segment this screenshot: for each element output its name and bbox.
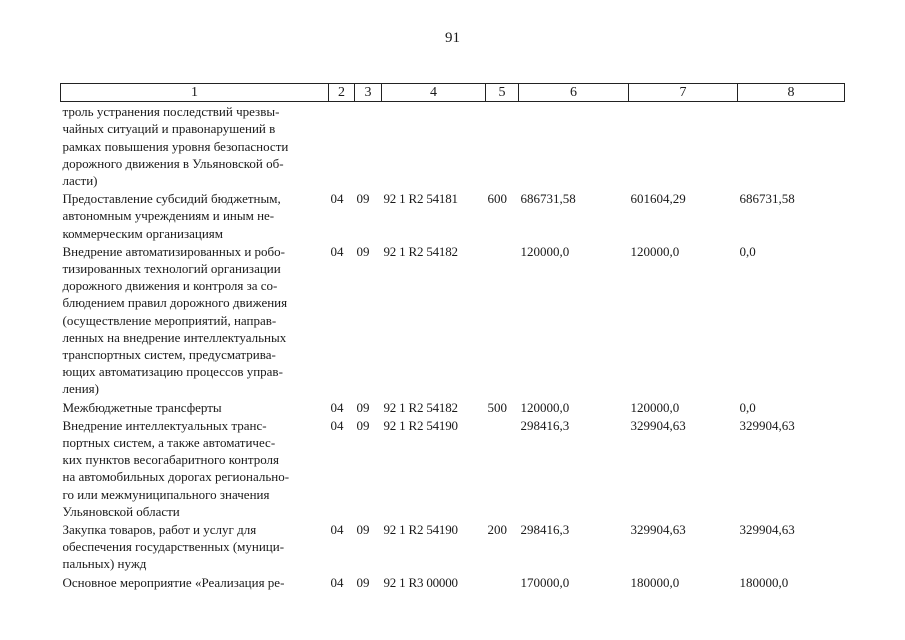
description-line: чайных ситуаций и правонарушений в [62,121,276,137]
column-header-1: 1 [61,84,329,102]
column-header-5: 5 [486,84,519,102]
description-line: автономным учреждениям и иным не- [62,208,275,224]
amount-col-6: 298416,3 [520,522,570,538]
section-code: 04 [330,399,344,415]
target-article-code: 92 1 R2 54182 [383,243,458,259]
table-row [61,520,845,573]
description-line: пальных) нужд [62,556,147,572]
subsection-code: 09 [356,522,370,538]
target-article-code: 92 1 R3 00000 [383,574,458,590]
section-code: 04 [330,191,344,207]
expense-type-code: 200 [487,522,507,538]
section-code: 04 [330,417,344,433]
column-header-7: 7 [629,84,738,102]
target-article-code [382,102,486,190]
row-description [61,520,329,573]
table-row [61,102,845,190]
description-line: дорожного движения в Ульяновской об- [62,155,284,171]
row-description [61,416,329,520]
subsection-code: 09 [356,243,370,259]
section-code [329,102,355,190]
description-line: Внедрение автоматизированных и робо- [62,243,285,259]
amount-col-6: 298416,3 [520,417,570,433]
expense-type-code [486,573,519,591]
description-line: рамках повышения уровня безопасности [62,138,289,154]
expense-type-code [486,102,519,190]
target-article-code: 92 1 R2 54190 [383,522,458,538]
amount-col-8: 329904,63 [739,522,795,538]
target-article-code: 92 1 R2 54190 [383,417,458,433]
section-code: 04 [330,574,344,590]
column-header-3: 3 [355,84,382,102]
description-line: ких пунктов весогабаритного контроля [62,452,279,468]
amount-col-6: 686731,58 [520,191,576,207]
page-number: 91 [445,30,460,46]
amount-col-7: 329904,63 [630,417,686,433]
target-article-code: 92 1 R2 54182 [383,399,458,415]
description-line: ласти) [62,173,98,189]
row-description [61,242,329,398]
table-row [61,398,845,416]
description-line: троль устранения последствий чрезвы- [62,104,280,120]
description-line: ления) [62,381,99,397]
description-line: Основное мероприятие «Реализация ре- [62,574,285,590]
expense-type-code [486,242,519,398]
amount-col-8: 0,0 [739,243,756,259]
expense-type-code: 500 [487,399,507,415]
amount-col-8: 329904,63 [739,417,795,433]
amount-col-7 [629,102,738,190]
row-description [61,102,329,190]
description-line: дорожного движения и контроля за со- [62,278,278,294]
description-line: (осуществление мероприятий, направ- [62,312,277,328]
description-line: тизированных технологий организации [62,261,281,277]
amount-col-7: 120000,0 [630,399,680,415]
expense-type-code [486,416,519,520]
amount-col-6 [519,102,629,190]
description-line: Межбюджетные трансферты [62,399,222,415]
row-description [61,573,329,591]
description-line: Закупка товаров, работ и услуг для [62,522,257,538]
description-line: на автомобильных дорогах регионально- [62,469,290,485]
target-article-code: 92 1 R2 54181 [383,191,458,207]
column-header-4: 4 [382,84,486,102]
description-line: Внедрение интеллектуальных транс- [62,417,267,433]
description-line: ющих автоматизацию процессов управ- [62,364,283,380]
amount-col-6: 120000,0 [520,243,570,259]
amount-col-7: 180000,0 [630,574,680,590]
amount-col-8: 0,0 [739,399,756,415]
column-header-6: 6 [519,84,629,102]
description-line: обеспечения государственных (муници- [62,539,285,555]
subsection-code: 09 [356,417,370,433]
table-row [61,189,845,242]
amount-col-6: 120000,0 [520,399,570,415]
description-line: Предоставление субсидий бюджетным, [62,191,281,207]
amount-col-8: 180000,0 [739,574,789,590]
table-row [61,416,845,520]
amount-col-8: 686731,58 [739,191,795,207]
amount-col-8 [738,102,845,190]
budget-table [60,83,845,591]
column-header-8: 8 [738,84,845,102]
table-row [61,573,845,591]
section-code: 04 [330,243,344,259]
description-line: ленных на внедрение интеллектуальных [62,329,287,345]
column-number-header-row [61,84,845,102]
amount-col-6: 170000,0 [520,574,570,590]
subsection-code: 09 [356,399,370,415]
expense-type-code: 600 [487,191,507,207]
amount-col-7: 601604,29 [630,191,686,207]
row-description [61,189,329,242]
subsection-code: 09 [356,574,370,590]
description-line: портных систем, а также автоматичес- [62,435,276,451]
subsection-code [355,102,382,190]
description-line: транспортных систем, предусматрива- [62,347,276,363]
description-line: Ульяновской области [62,503,180,519]
row-description [61,398,329,416]
section-code: 04 [330,522,344,538]
table-row [61,242,845,398]
amount-col-7: 329904,63 [630,522,686,538]
amount-col-7: 120000,0 [630,243,680,259]
description-line: блюдением правил дорожного движения [62,295,288,311]
description-line: го или межмуниципального значения [62,486,270,502]
subsection-code: 09 [356,191,370,207]
column-header-2: 2 [329,84,355,102]
description-line: коммерческим организациям [62,225,224,241]
